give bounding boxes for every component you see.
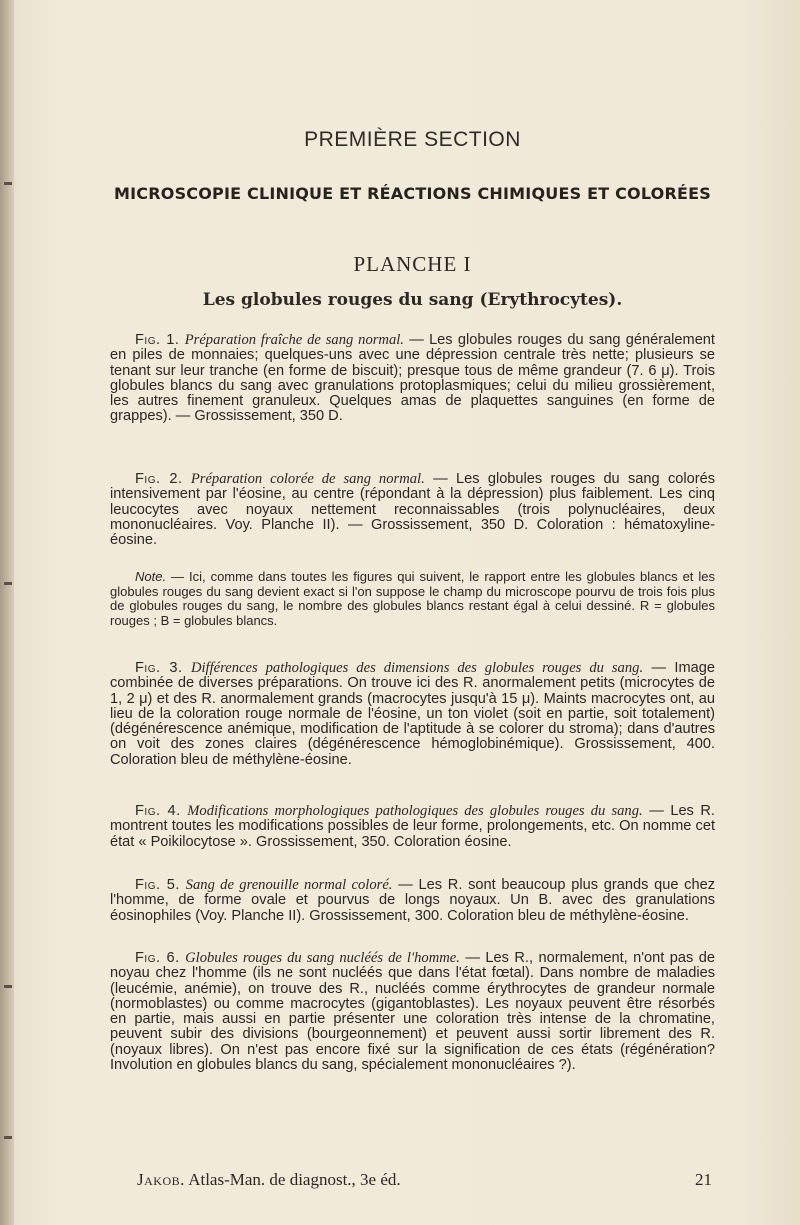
figure-title: Préparation colorée de sang normal.: [190, 471, 425, 487]
plate-subtitle: Les globules rouges du sang (Erythrocytes).: [202, 290, 623, 310]
margin-mark: [4, 582, 12, 585]
figure-caption-5: [110, 878, 715, 924]
figure-label: Fig. 1.: [135, 332, 180, 348]
figure-text: — Les R., normalement, n'ont pas de noyau chez l'homme (ils ne sont nucléés que dans l'état fœtal). Dans nombre de maladies (leucémie, anémie), on trouve des R., nucléés comme érythrocytes de grandeur normale (normoblastes) ou comme macrocytes (gigantoblastes). Les noyaux peuvent être résorbés en partie, mais aussi en partie présenter une coloration très intense de la chromatine, peuvent subir des divisions (bourgeonnement) et peuvent aussi sortir librement des R. (noyaux libres). On n'est pas encore fixé sur la signification de ces états (régénération? Involution en globules blancs du sang, spécialement mononucléaires ?).: [110, 950, 715, 1074]
figure-title: Différences pathologiques des dimensions des globules rouges du sang.: [190, 660, 644, 676]
figure-label: Fig. 5.: [135, 877, 180, 893]
figure-title: Modifications morphologiques pathologiques des globules rouges du sang.: [187, 803, 643, 819]
figure-text: — Les globules rouges du sang généralement en piles de monnaies; quelques-uns avec une dépression centrale très nette; plusieurs se tenant sur leur tranche (en forme de biscuit); presque tous de même grandeur (7. 6 μ). Trois globules blancs du sang avec granulations protoplasmiques; celui du milieu grossièrement, les autres finement granuleux. Quelques amas de plaquettes sanguines (en forme de grappes). — Grossissement, 350 D.: [110, 332, 715, 425]
figure-caption-3: [110, 661, 715, 768]
figure-label: Fig. 3.: [135, 660, 183, 676]
margin-mark: [4, 182, 12, 185]
note-paragraph: [110, 570, 715, 628]
figure-text: — Les R. montrent toutes les modifications possibles de leur forme, prolongements, etc. On nomme cet état « Poikilocytose ». Grossissement, 350. Coloration éosine.: [110, 803, 715, 850]
plate-title: PLANCHE I: [353, 252, 472, 276]
margin-mark: [4, 985, 12, 988]
running-footer: [137, 1170, 401, 1190]
note-text: — Ici, comme dans toutes les figures qui suivent, le rapport entre les globules blancs et les globules rouges du sang devient exact si l'on suppose le champ du microscope pourvu de trois fois plus de globules rouges du sang, le nombre des globules blancs restant égal à celui dessiné. R = globules rouges ; B = globules blancs.: [110, 569, 715, 628]
figure-text: — Les R. sont beaucoup plus grands que chez l'homme, de forme ovale et pourvus de longs noyaux. Un B. avec des granulations éosinophiles (Voy. Planche II). Grossissement, 300. Coloration bleu de méthylène-éosine.: [110, 877, 715, 924]
page-number: 21: [695, 1170, 712, 1189]
figure-text: — Image combinée de diverses préparations. On trouve ici des R. anormalement petits (microcytes de 1, 2 μ) et des R. anormalement grands (macrocytes jusqu'à 15 μ). Maints macrocytes ont, au lieu de la coloration rouge normale de l'éosine, un ton violet (soit en partie, soit totalement) (dégénérescence anémique, modification de l'aptitude à se colorer du stroma); dans d'autres on voit des zones claires (dégénérescence hémoglobinémique). Grossissement, 400. Coloration bleu de méthylène-éosine.: [110, 660, 715, 768]
subsection-title: MICROSCOPIE CLINIQUE ET RÉACTIONS CHIMIQUES ET COLORÉES: [114, 184, 711, 203]
figure-title: Sang de grenouille normal coloré.: [185, 877, 393, 893]
note-label: Note.: [135, 569, 167, 584]
figure-label: Fig. 4.: [135, 803, 181, 819]
binding-edge: [0, 0, 14, 1225]
footer-book-title: Atlas-Man. de diagnost., 3e éd.: [188, 1170, 401, 1189]
figure-caption-6: [110, 951, 715, 1073]
figure-caption-1: [110, 333, 715, 425]
margin-mark: [4, 1136, 12, 1139]
figure-title: Préparation fraîche de sang normal.: [184, 332, 404, 348]
figure-text: — Les globules rouges du sang colorés intensivement par l'éosine, au centre (répondant à la dépression) plus faiblement. Les cinq leucocytes avec noyaux nettement reconnaissables (trois polynucléaires, deux mononucléaires. Voy. Planche II). — Grossissement, 350 D. Coloration : hématoxyline-éosine.: [110, 471, 715, 549]
figure-caption-4: [110, 804, 715, 850]
figure-title: Globules rouges du sang nucléés de l'homme.: [185, 950, 460, 966]
footer-author: Jakob.: [137, 1170, 185, 1189]
figure-label: Fig. 2.: [135, 471, 183, 487]
figure-caption-2: [110, 472, 715, 548]
section-title: PREMIÈRE SECTION: [304, 128, 521, 151]
figure-label: Fig. 6.: [135, 950, 180, 966]
